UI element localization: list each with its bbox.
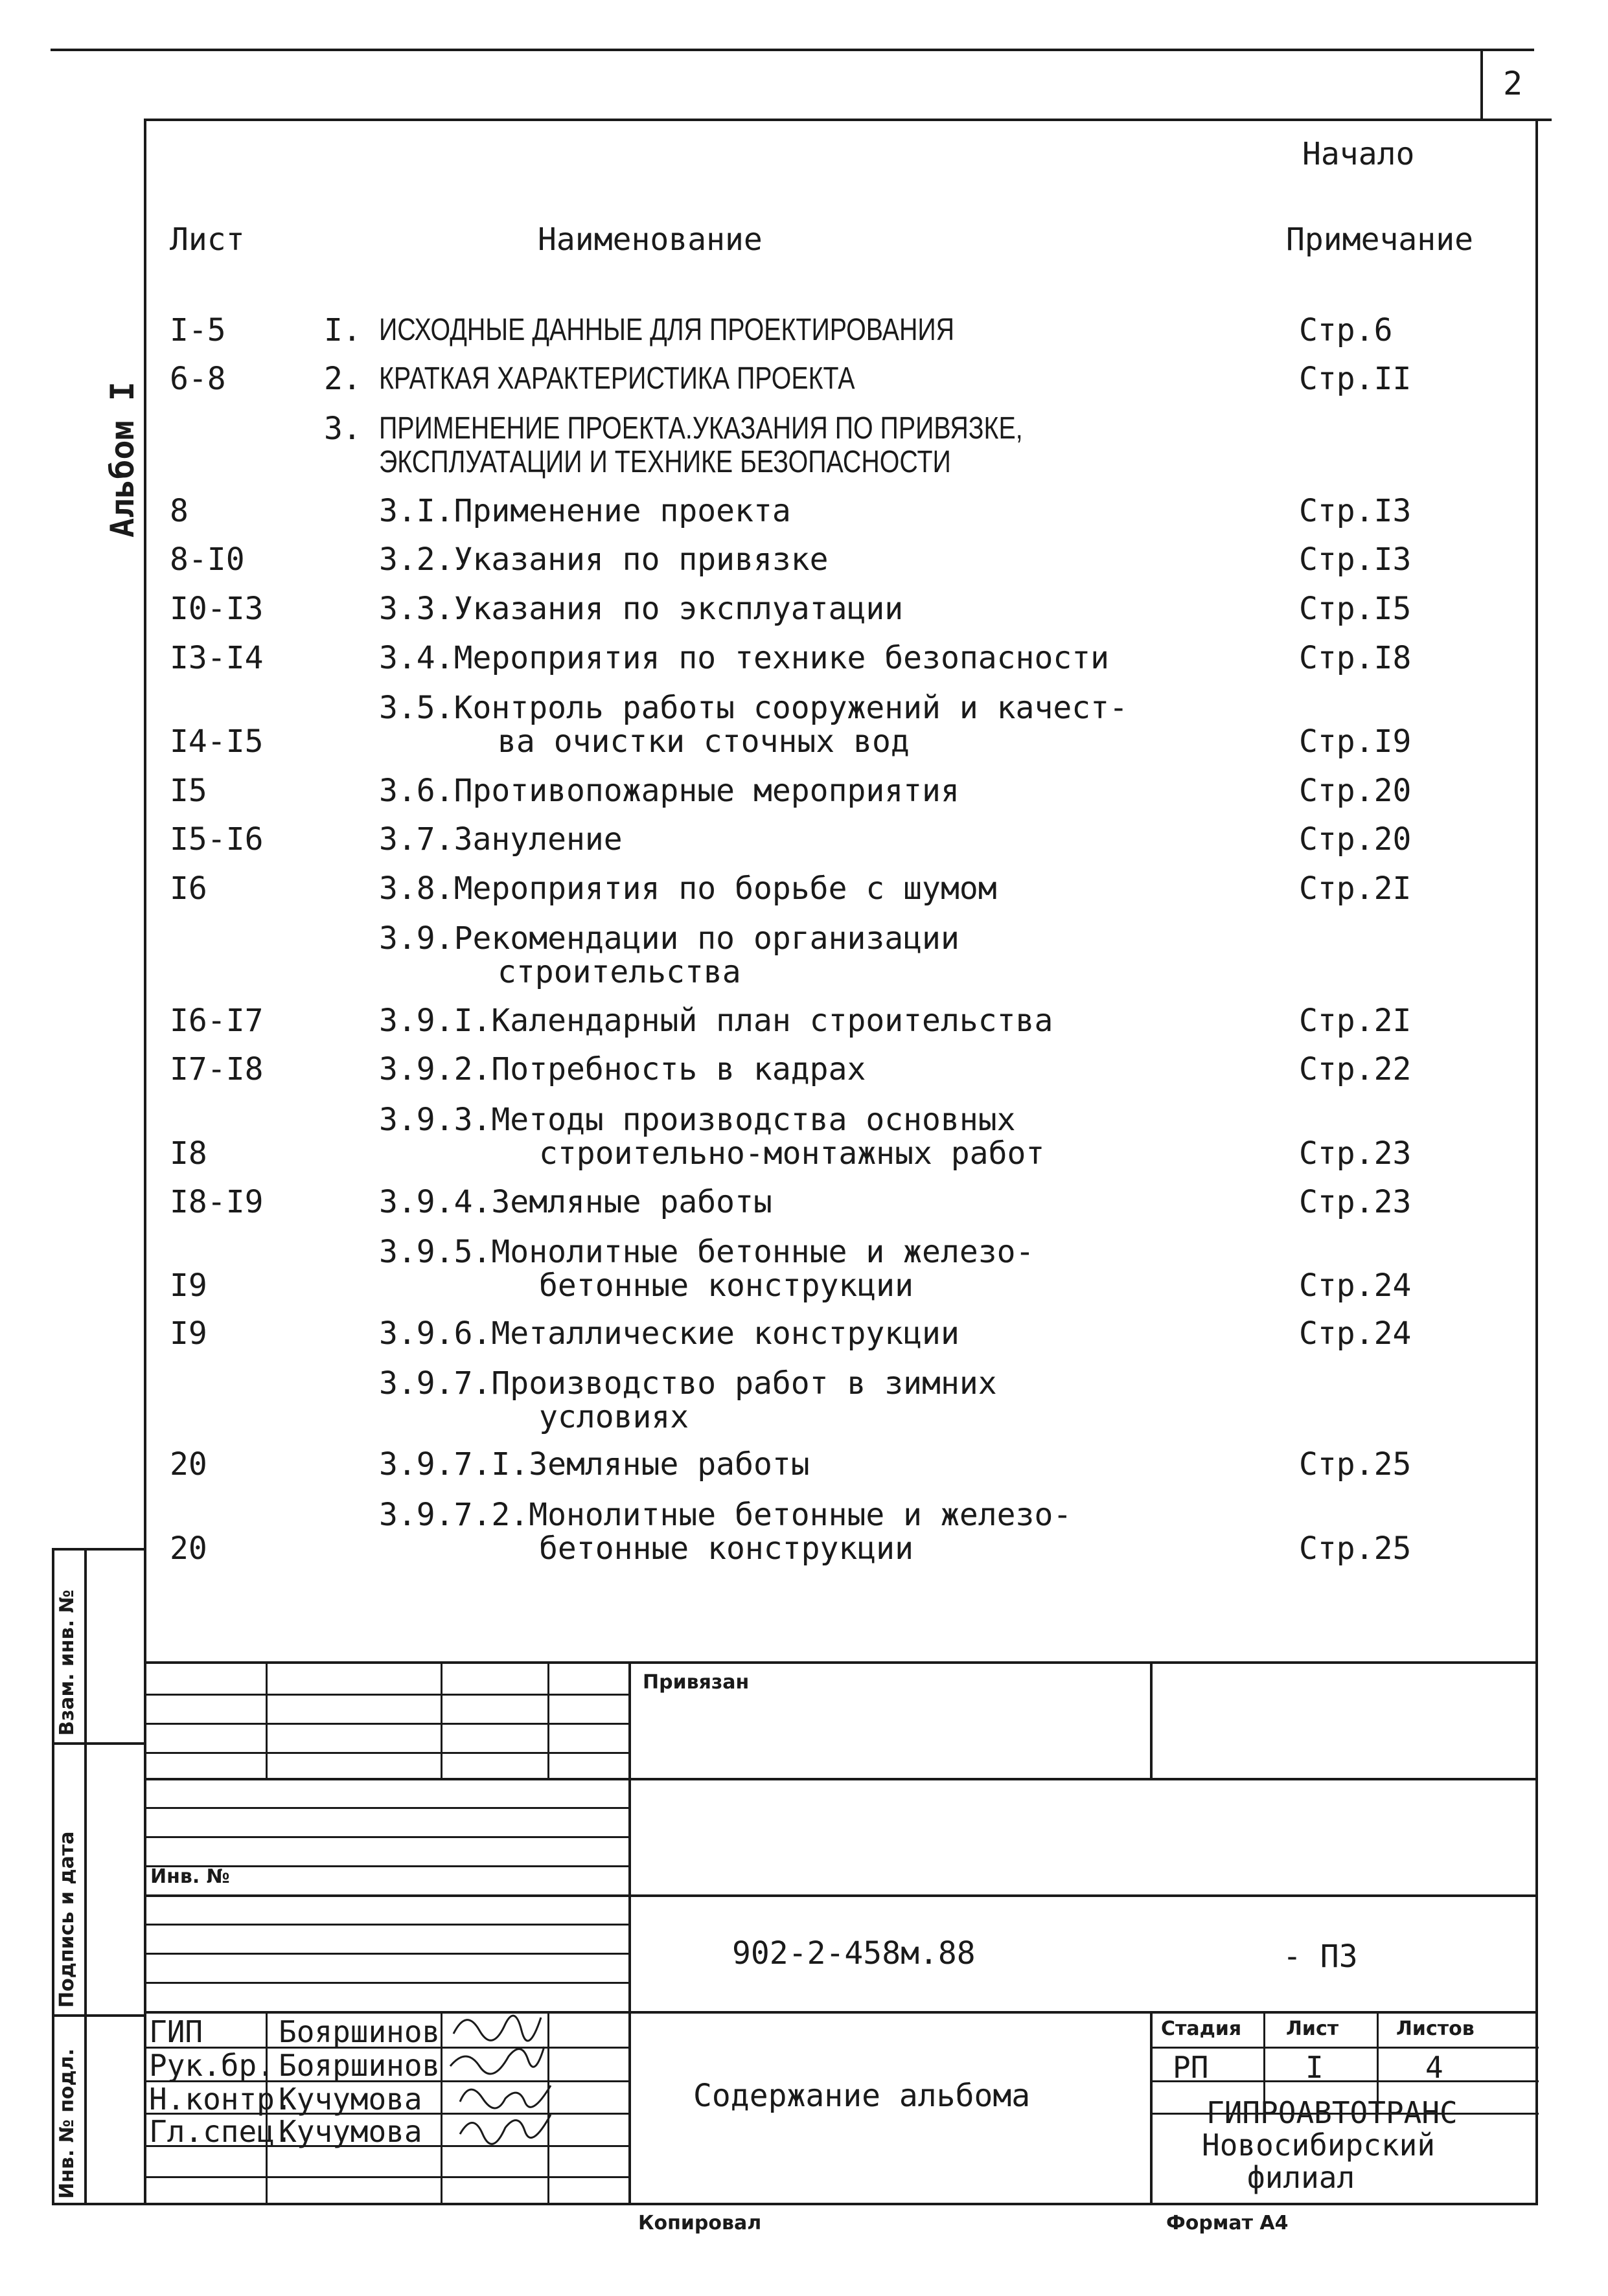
org-line-3: филиал	[1247, 2160, 1355, 2195]
signature-2	[450, 2047, 544, 2074]
row-title: ва очистки сточных вод	[498, 723, 910, 760]
tb-row-line-wide	[144, 1894, 1538, 1897]
tb-row-line	[144, 1924, 630, 1926]
header-name: Наименование	[538, 222, 763, 258]
staff-name: Бояршинов	[279, 2048, 441, 2083]
row-title: 3.9.7.2.Монолитные бетонные и железо-	[379, 1497, 1072, 1533]
row-sheet: I3-I4	[170, 640, 264, 676]
row-sheet: 20	[170, 1530, 207, 1567]
row-page-ref: Стр.24	[1299, 1315, 1412, 1352]
sheets-value: 4	[1425, 2050, 1443, 2085]
row-title: 3.9.Рекомендации по организации	[379, 920, 959, 957]
row-title: 3.3.Указания по эксплуатации	[379, 591, 904, 627]
row-sheet: I9	[170, 1267, 207, 1304]
row-title: строительства	[498, 954, 741, 990]
row-page-ref: Стр.6	[1299, 312, 1393, 348]
row-title: 3.4.Мероприятия по технике безопасности	[379, 640, 1110, 676]
row-title: 3.9.4.Земляные работы	[379, 1184, 772, 1220]
tb-stage-col	[1150, 2011, 1153, 2205]
page-number: 2	[1503, 65, 1523, 102]
document-title: Содержание альбома	[693, 2078, 1031, 2114]
side-podpis: Подпись и дата	[56, 1831, 78, 2008]
row-sheet: I-5	[170, 312, 226, 348]
row-sheet: 8	[170, 493, 189, 529]
row-sheet: I6-I7	[170, 1003, 264, 1039]
tb-row-line	[144, 1953, 630, 1955]
document-code: 902-2-458м.88	[732, 1935, 976, 1972]
row-sheet: I8-I9	[170, 1184, 264, 1220]
row-title: 3.9.7.Производство работ в зимних	[379, 1365, 997, 1402]
row-title: 3.9.2.Потребность в кадрах	[379, 1051, 866, 1087]
row-page-ref: Стр.I5	[1299, 591, 1412, 627]
side-vzam: Взам. инв. №	[56, 1589, 78, 1736]
org-line-1: ГИПРОАВТОТРАНС	[1206, 2095, 1458, 2130]
row-page-ref: Стр.2I	[1299, 1003, 1412, 1039]
footer-copied: Копировал	[638, 2212, 762, 2234]
privyazan-label: Привязан	[643, 1671, 750, 1694]
row-title: бетонные конструкции	[539, 1530, 913, 1567]
row-title: 3.7.Зануление	[379, 821, 623, 858]
row-title: КРАТКАЯ ХАРАКТЕРИСТИКА ПРОЕКТА	[379, 361, 855, 396]
row-title: 3.9.3.Методы производства основных	[379, 1102, 1016, 1138]
row-page-ref: Стр.I3	[1299, 541, 1412, 578]
side-inv-podl: Инв. № подл.	[56, 2048, 78, 2199]
org-line-2: Новосибирский	[1202, 2128, 1436, 2163]
row-page-ref: Стр.23	[1299, 1135, 1412, 1172]
tb-col-line	[441, 1661, 442, 1778]
side-stamp-div-2	[52, 2014, 146, 2017]
row-title: бетонные конструкции	[539, 1267, 913, 1304]
row-title: 3.9.6.Металлические конструкции	[379, 1315, 959, 1352]
inv-no-label: Инв. №	[150, 1865, 230, 1888]
signature-3	[460, 2086, 551, 2108]
stage-value: РП	[1173, 2050, 1209, 2085]
row-page-ref: Стр.2I	[1299, 870, 1412, 907]
row-title: 3.5.Контроль работы сооружений и качест-	[379, 690, 1128, 726]
row-title: ПРИМЕНЕНИЕ ПРОЕКТА.УКАЗАНИЯ ПО ПРИВЯЗКЕ,	[379, 411, 1023, 446]
row-sheet: I8	[170, 1135, 207, 1172]
tb-privyazan-col	[1150, 1661, 1153, 1778]
row-number: 3.	[324, 411, 362, 447]
tb-col-line	[266, 1661, 268, 1778]
staff-name: Кучумова	[279, 2114, 422, 2149]
footer-format: Формат А4	[1166, 2212, 1289, 2234]
row-title: ИСХОДНЫЕ ДАННЫЕ ДЛЯ ПРОЕКТИРОВАНИЯ	[379, 313, 955, 347]
row-sheet: 6-8	[170, 361, 226, 397]
row-page-ref: Стр.II	[1299, 361, 1412, 397]
tb-row-line	[144, 1723, 630, 1725]
tb-row-line-wide	[144, 2011, 1538, 2014]
tb-row-line-wide	[144, 1778, 1538, 1780]
row-title: 3.9.I.Календарный план строительства	[379, 1003, 1053, 1039]
row-sheet: I4-I5	[170, 723, 264, 760]
staff-role: Гл.спец.	[149, 2114, 293, 2149]
side-stamp-inner-line	[84, 1548, 87, 2205]
row-page-ref: Стр.25	[1299, 1530, 1412, 1567]
row-title: условиях	[539, 1399, 689, 1435]
side-stamp-div-1	[52, 1742, 146, 1745]
row-sheet: I9	[170, 1315, 207, 1352]
row-number: I.	[324, 312, 362, 348]
header-sheet: Лист	[170, 222, 245, 258]
row-title: 3.I.Применение проекта	[379, 493, 791, 529]
page-number-box-left	[1480, 49, 1483, 120]
row-title: 3.9.7.I.Земляные работы	[379, 1446, 810, 1483]
tb-stage-line	[1150, 2047, 1539, 2049]
tb-col-line	[547, 1661, 549, 1778]
sheet-value: I	[1305, 2050, 1324, 2085]
signature-4	[460, 2115, 551, 2144]
staff-name: Кучумова	[279, 2082, 422, 2117]
row-page-ref: Стр.20	[1299, 821, 1412, 858]
tb-row-line	[144, 1752, 630, 1754]
row-sheet: 20	[170, 1446, 207, 1483]
document-code-suffix: - ПЗ	[1283, 1938, 1358, 1975]
row-title: 3.2.Указания по привязке	[379, 541, 829, 578]
row-page-ref: Стр.22	[1299, 1051, 1412, 1087]
row-page-ref: Стр.24	[1299, 1267, 1412, 1304]
row-title: строительно-монтажных работ	[539, 1135, 1045, 1172]
tb-row-line	[144, 1694, 630, 1696]
row-sheet: I5	[170, 773, 207, 809]
row-page-ref: Стр.20	[1299, 773, 1412, 809]
staff-role: ГИП	[149, 2014, 203, 2049]
top-rule	[51, 49, 1534, 51]
row-sheet: I0-I3	[170, 591, 264, 627]
signatures	[441, 1995, 635, 2189]
header-note: Примечание	[1286, 222, 1473, 258]
row-sheet: I6	[170, 870, 207, 907]
album-label: Альбом I	[104, 381, 141, 538]
signature-1	[454, 2016, 541, 2041]
header-start: Начало	[1302, 136, 1415, 172]
row-page-ref: Стр.25	[1299, 1446, 1412, 1483]
row-title: 3.8.Мероприятия по борьбе с шумом	[379, 870, 997, 907]
row-sheet: I5-I6	[170, 821, 264, 858]
row-page-ref: Стр.I3	[1299, 493, 1412, 529]
stage-label: Стадия	[1161, 2018, 1242, 2040]
tb-row-line	[144, 1807, 630, 1809]
row-title: ЭКСПЛУАТАЦИИ И ТЕХНИКЕ БЕЗОПАСНОСТИ	[379, 445, 951, 479]
row-title: 3.9.5.Монолитные бетонные и железо-	[379, 1234, 1035, 1270]
row-page-ref: Стр.I9	[1299, 723, 1412, 760]
staff-role: Н.контр.	[149, 2082, 293, 2117]
tb-row-line	[144, 1982, 630, 1984]
row-page-ref: Стр.23	[1299, 1184, 1412, 1220]
tb-row-line	[144, 1836, 630, 1838]
row-number: 2.	[324, 361, 362, 397]
staff-role: Рук.бр.	[149, 2048, 275, 2083]
row-page-ref: Стр.I8	[1299, 640, 1412, 676]
tb-top	[144, 1661, 1538, 1664]
staff-name: Бояршинов	[279, 2014, 441, 2049]
row-sheet: 8-I0	[170, 541, 245, 578]
sheet-label: Лист	[1286, 2018, 1339, 2040]
row-sheet: I7-I8	[170, 1051, 264, 1087]
sheets-label: Листов	[1396, 2018, 1475, 2040]
row-title: 3.6.Противопожарные мероприятия	[379, 773, 959, 809]
